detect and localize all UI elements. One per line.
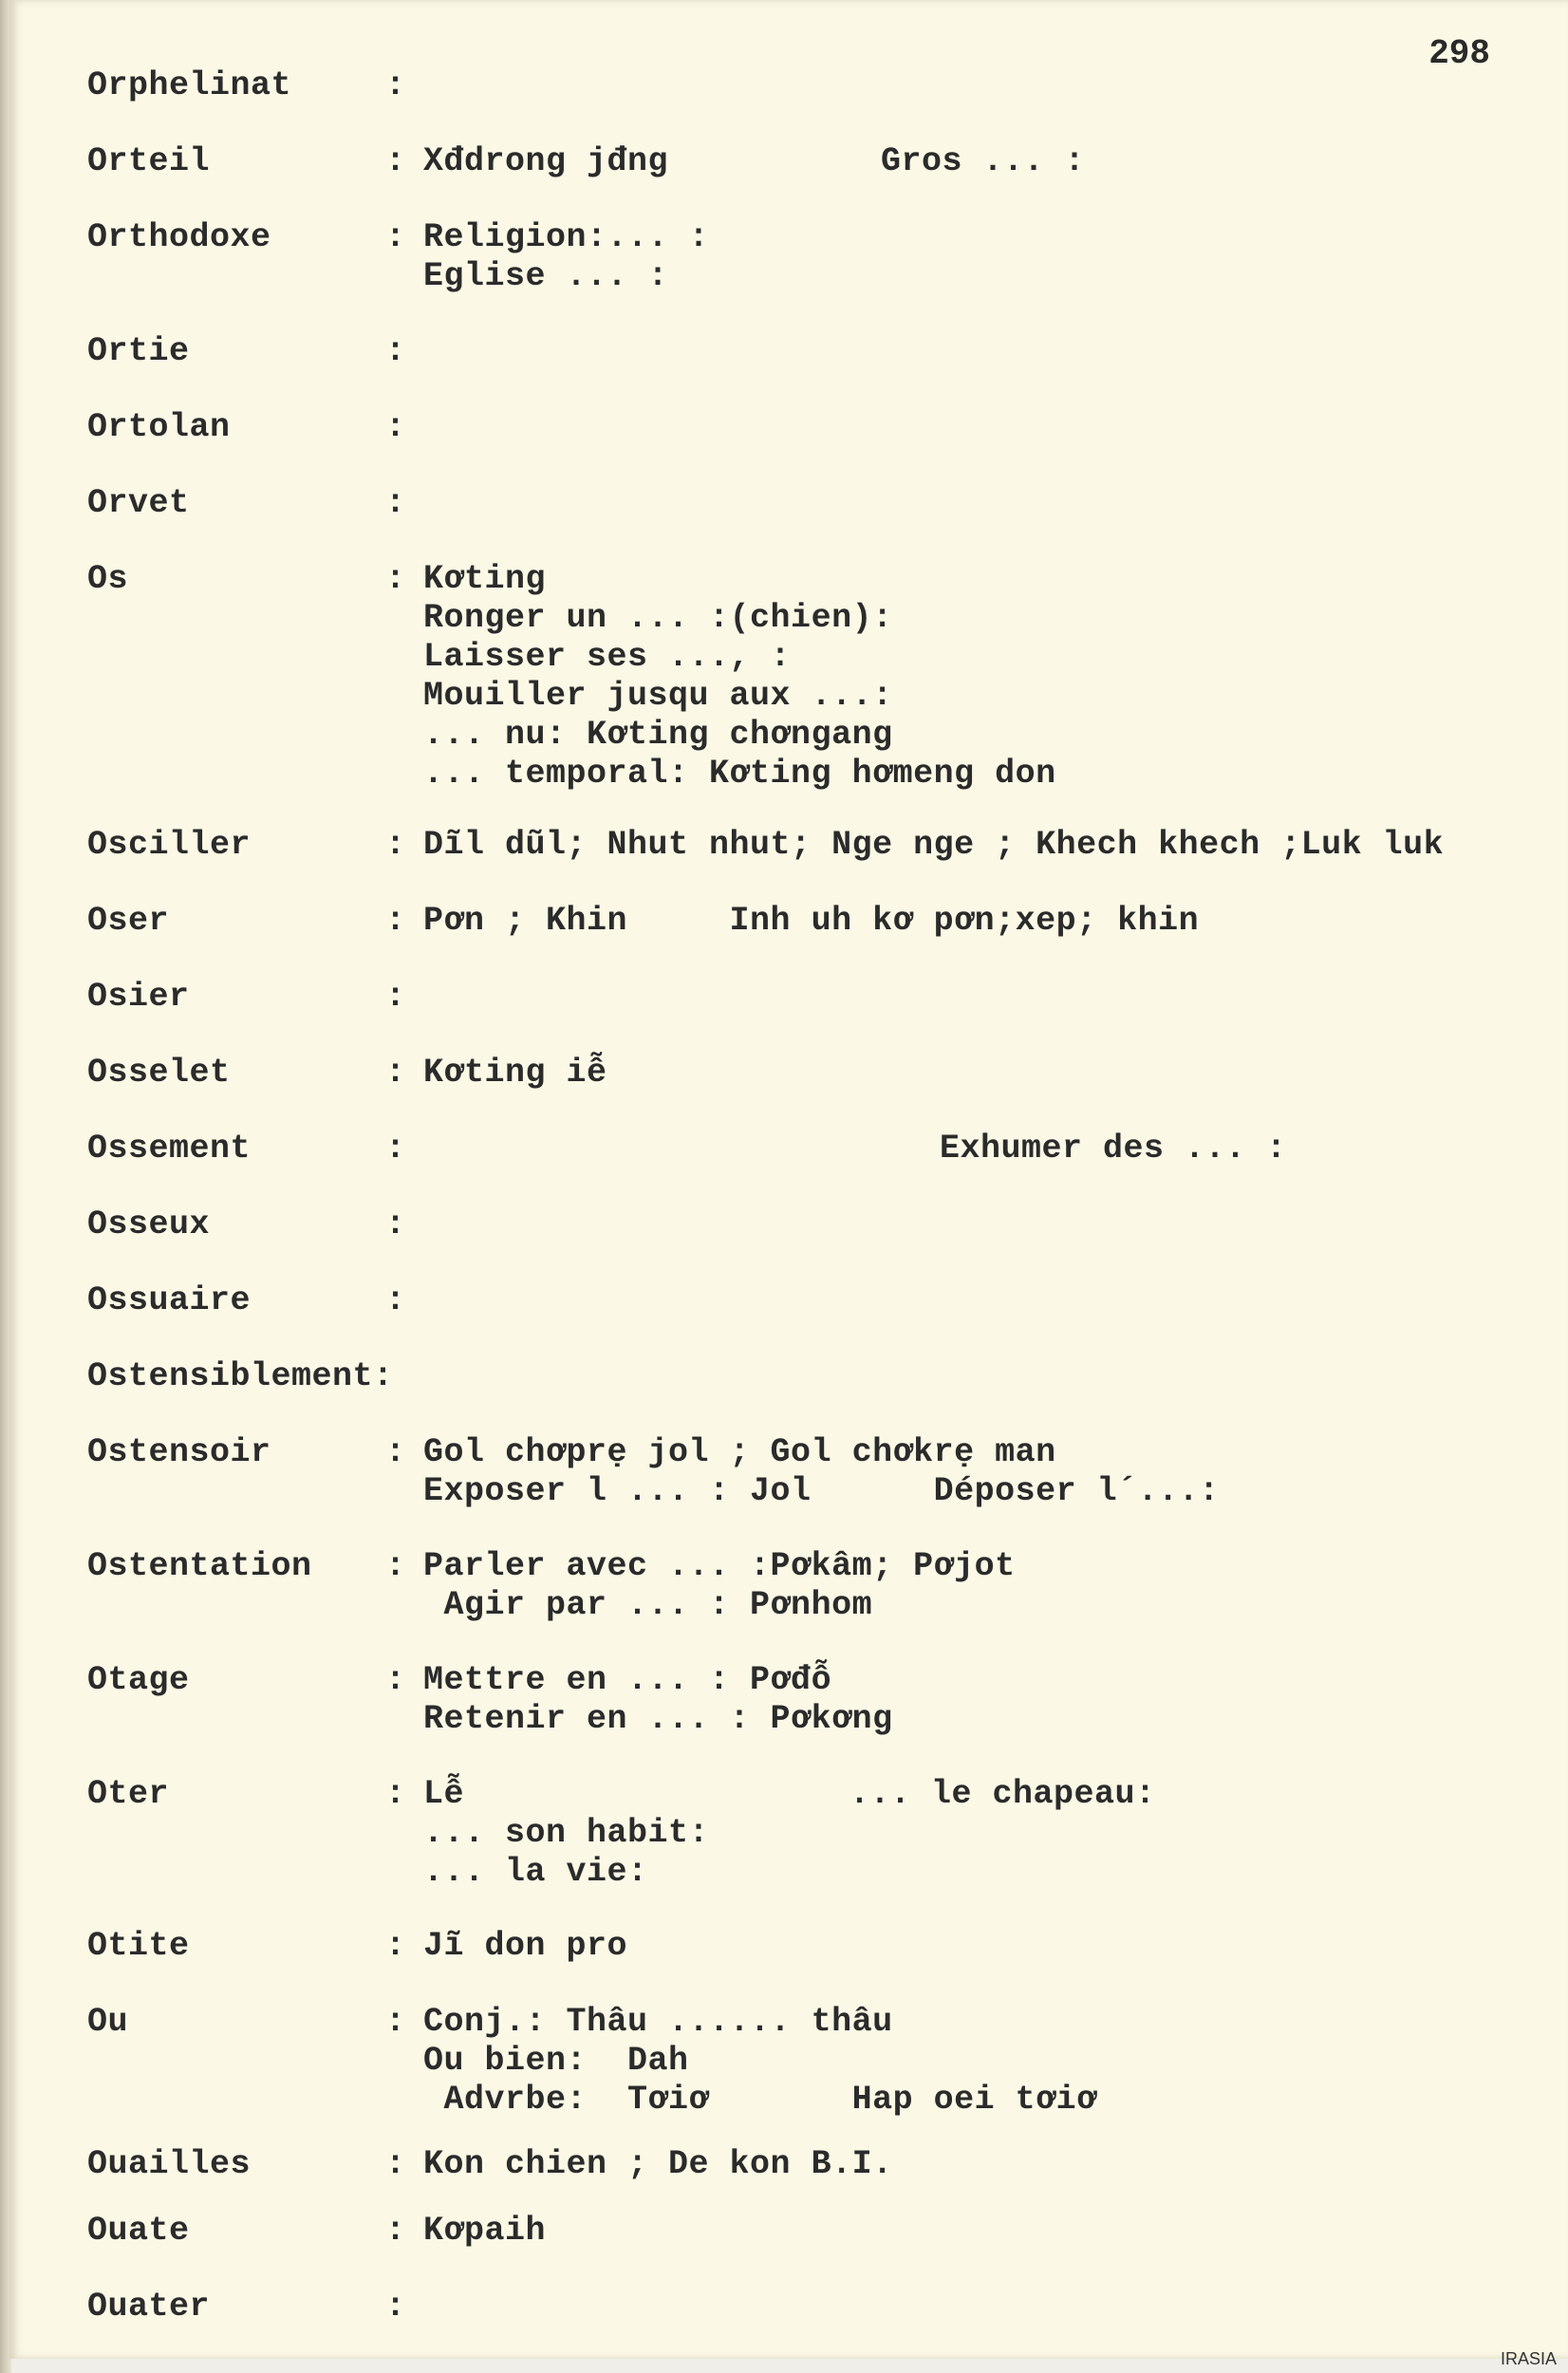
entry-headword: Oter [87,1775,170,1813]
entry-definition-line: Ou bien: Dah [423,2042,689,2080]
entry-headword: Ossement [87,1130,252,1168]
entry-headword: Orthodoxe [87,218,271,256]
entry-headword: Osselet [87,1054,231,1092]
entry-definition-line: Agir par ... : Pơnhom [423,1586,873,1624]
entry-colon: : [385,978,406,1016]
entry-side-note: Gros ... : [881,142,1086,180]
entry-definition-line: ... la vie: [423,1853,648,1891]
entry-definition-line: Religion:... : [423,218,710,256]
entry-definition-line: Kơting iễ [423,1054,607,1092]
entry-definitions [423,1433,1220,1511]
entry-colon: : [385,1130,406,1168]
entry-side-note: ... le chapeau: [849,1775,1156,1813]
entry-headword: Ouater [87,2288,211,2326]
entry-headword: Ostensoir [87,1433,271,1471]
entry-definitions [423,1054,607,1093]
entry-colon: : [385,1661,406,1699]
entry-definitions [423,1927,627,1966]
entry-definitions [423,218,709,296]
entry-headword: Orphelinat [87,66,292,104]
entry-colon: : [385,826,406,864]
entry-colon: : [385,2288,406,2326]
entry-headword: Ouailles [87,2145,252,2183]
entry-definition-line: Exposer l ... : Jol Déposer l´...: [423,1472,1220,1510]
entry-definitions [423,1547,1016,1625]
entry-definition-line: Kơting [423,560,547,598]
entry-colon: : [385,1547,406,1585]
entry-headword: Ortie [87,332,190,370]
entry-definition-line: Eglise ... : [423,257,669,295]
entry-headword: Orvet [87,484,190,522]
entry-definition-line: ... temporal: Kơting hơmeng don [423,755,1056,793]
entry-colon: : [385,2003,406,2041]
entry-headword: Ostentation [87,1547,312,1585]
entry-definition-line: Kơpaih [423,2212,547,2250]
entry-colon: : [385,560,406,598]
watermark-footer: IRASIA [1500,2349,1557,2368]
entry-definition-line: Lễ [423,1775,465,1813]
entry-definitions [423,1661,893,1739]
entry-colon: : [385,1433,406,1471]
entry-colon: : [385,142,406,180]
entry-headword: Os [87,560,129,598]
page-number: 298 [1428,34,1490,73]
entry-headword: Ortolan [87,408,231,446]
entry-definition-line: Ronger un ... :(chien): [423,599,893,637]
entry-definitions [423,560,1056,794]
entry-headword: Osciller [87,826,252,864]
entry-headword: Osseux [87,1205,211,1243]
entry-list [9,0,1568,2359]
entry-definitions [423,2212,546,2251]
entry-headword: Otite [87,1927,190,1965]
entry-definitions [423,2145,893,2184]
entry-colon: : [385,408,406,446]
entry-side-note: Exhumer des ... : [940,1130,1287,1168]
entry-colon: : [385,218,406,256]
entry-colon: : [385,1205,406,1243]
entry-headword: Orteil [87,142,211,180]
entry-definition-line: Retenir en ... : Pơkơng [423,1700,893,1738]
entry-definition-line: Gol chơprẹ jol ; Gol chơkrẹ man [423,1433,1056,1471]
entry-definitions [423,826,1444,865]
entry-headword: Otage [87,1661,190,1699]
entry-colon: : [385,1054,406,1092]
entry-definition-line: Mettre en ... : Pơđỗ [423,1661,832,1699]
entry-colon: : [385,902,406,940]
entry-definition-line: Parler avec ... :Pơkâm; Pơjot [423,1547,1016,1585]
entry-colon: : [385,332,406,370]
entry-headword: Ou [87,2003,129,2041]
entry-colon: : [385,2212,406,2250]
entry-colon: : [385,66,406,104]
entry-colon: : [385,2145,406,2183]
entry-definitions [423,1775,709,1892]
entry-headword: Oser [87,902,170,940]
entry-definitions [423,902,1199,941]
entry-definition-line: ... son habit: [423,1814,710,1852]
entry-headword: Ossuaire [87,1281,252,1319]
entry-definition-line: Advrbe: Tơiơ Hap oei tơiơ [423,2081,1097,2119]
entry-definition-line: ... nu: Kơting chơngang [423,716,893,754]
entry-colon: : [385,1927,406,1965]
entry-definition-line: Pơn ; Khin Inh uh kơ pơn;xep; khin [423,902,1200,940]
entry-definition-line: Xđdrong jđng [423,142,669,180]
entry-definition-line: Kon chien ; De kon B.I. [423,2145,893,2183]
entry-colon: : [385,1775,406,1813]
entry-definition-line: Mouiller jusqu aux ...: [423,677,893,715]
entry-definition-line: Jĩ don pro [423,1927,628,1965]
entry-definition-line: Dĩl dũl; Nhut nhut; Nge nge ; Khech khech ;Luk luk [423,826,1445,864]
dictionary-page [9,0,1568,2359]
entry-definitions [423,142,668,181]
entry-definition-line: Conj.: Thâu ...... thâu [423,2003,893,2041]
entry-headword: Ostensiblement: [87,1357,394,1395]
entry-definition-line: Laisser ses ..., : [423,638,792,676]
entry-definitions [423,2003,1097,2120]
entry-headword: Osier [87,978,190,1016]
entry-headword: Ouate [87,2212,190,2250]
entry-colon: : [385,484,406,522]
entry-colon: : [385,1281,406,1319]
